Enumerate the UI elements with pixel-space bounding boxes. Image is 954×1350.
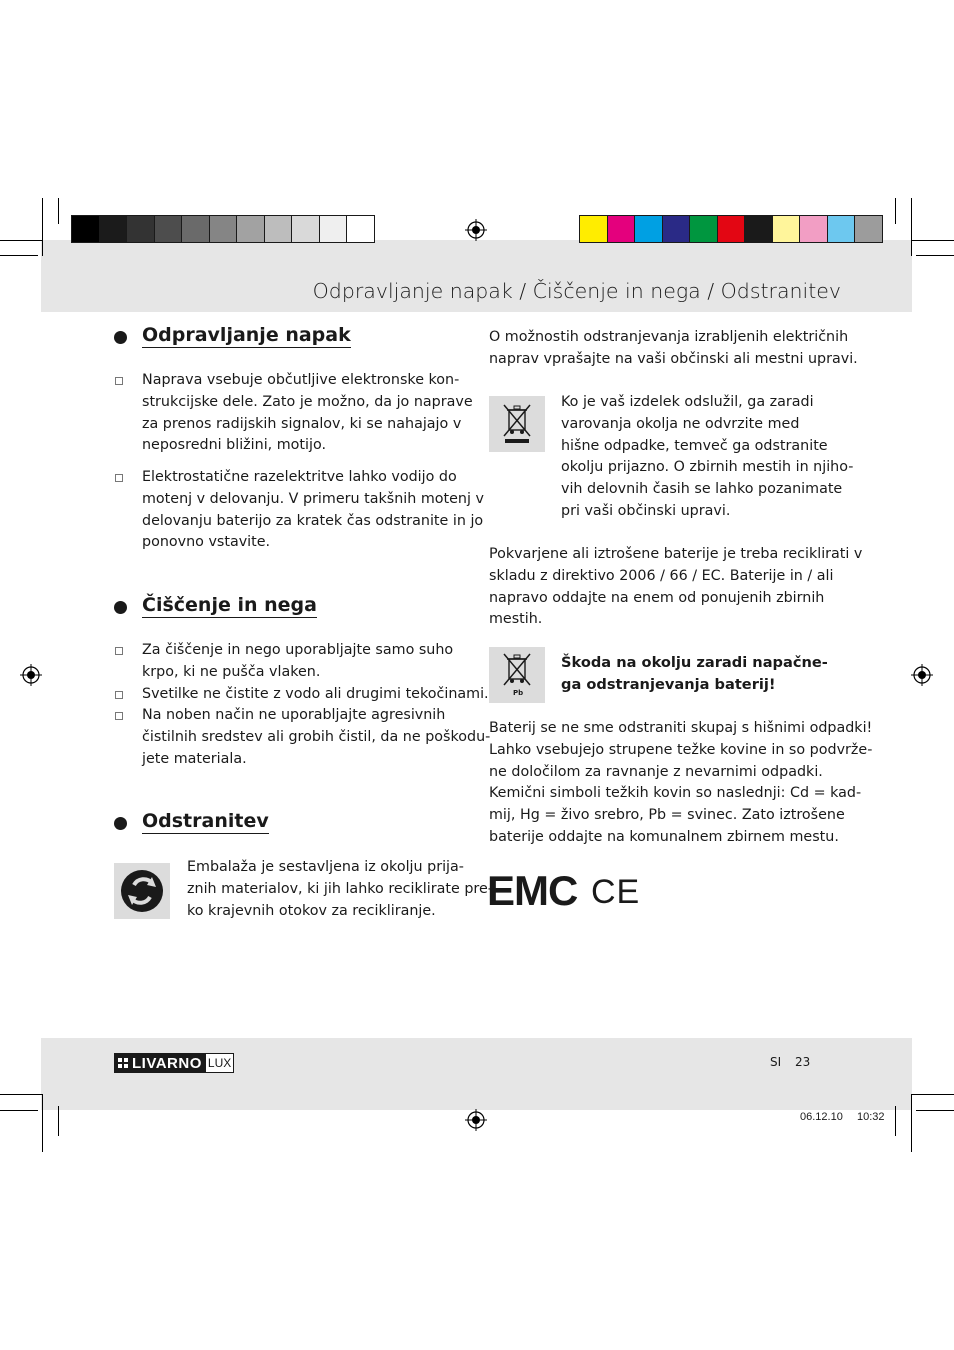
checkbox-bullet <box>115 691 123 699</box>
footer-band <box>41 1038 912 1110</box>
ce-mark: CE <box>591 873 641 911</box>
brand-name: LIVARNO <box>132 1054 202 1072</box>
disposal-info-text: O možnostih odstranjevanja izrabljenih električnih naprav vprašajte na vaši občinski ali mestni upravi. <box>489 329 858 367</box>
color-swatch <box>772 215 801 243</box>
color-swatch <box>689 215 718 243</box>
heavy-metals-text: Baterij se ne sme odstraniti skupaj s hišnimi odpadki! Lahko vsebujejo strupene težke kovine in so podvrže- ne določilom za ravnanje z nevarnimi odpadki. Kemični simboli težkih kovin so naslednji: Cd = kad- mij, Hg = živo srebro, Pb = svinec. Zato iztrošene baterije oddajte na komunalnem zbirnem mestu. <box>489 720 873 845</box>
color-swatch <box>71 215 100 243</box>
section-title-disposal: Odstranitev <box>142 810 269 832</box>
battery-recycling-text: Pokvarjene ali iztrošene baterije je treba reciklirati v skladu z direktivo 2006 / 66 / EC. Baterije in / ali napravo oddajte na enem od ponujenih zbirnih mestih. <box>489 546 863 628</box>
cleaning-item-1: Za čiščenje in nego uporabljajte samo suho krpo, ki ne pušča vlaken. <box>142 642 454 680</box>
color-swatch <box>854 215 883 243</box>
brand-suffix: LUX <box>205 1053 234 1073</box>
pb-label: Pb <box>513 689 524 697</box>
color-swatch <box>319 215 348 243</box>
color-swatch <box>154 215 183 243</box>
color-swatch <box>181 215 210 243</box>
color-swatch <box>717 215 746 243</box>
section-bullet <box>114 817 127 830</box>
battery-bin-pb-icon <box>489 647 545 703</box>
cleaning-item-2: Svetilke ne čistite z vodo ali drugimi tekočinami. <box>142 686 489 702</box>
checkbox-bullet <box>115 712 123 720</box>
color-swatch <box>662 215 691 243</box>
color-swatch <box>634 215 663 243</box>
section-bullet <box>114 601 127 614</box>
color-swatch <box>209 215 238 243</box>
color-swatch <box>264 215 293 243</box>
color-swatch <box>827 215 856 243</box>
weee-text: Ko je vaš izdelek odslužil, ga zaradi varovanja okolja ne odvrzite med hišne odpadke, temveč ga odstranite okolju prijazno. O zbirnih mestih in njiho- vih delovnih časih se lahko pozanimate pri vaši občinski upravi. <box>561 394 854 519</box>
print-time: 10:32 <box>857 1111 885 1123</box>
registration-mark-icon <box>911 664 933 686</box>
section-title-cleaning: Čiščenje in nega <box>142 594 317 616</box>
color-swatch <box>346 215 375 243</box>
color-swatch <box>99 215 128 243</box>
color-swatch <box>126 215 155 243</box>
troubleshooting-item-2: Elektrostatične razelektritve lahko vodijo do motenj v delovanju. V primeru takšnih motenj v delovanju baterijo za kratek čas odstranite in jo ponovno vstavite. <box>142 469 484 551</box>
page-number: 23 <box>795 1055 811 1069</box>
section-title-troubleshooting: Odpravljanje napak <box>142 324 351 346</box>
color-swatch <box>579 215 608 243</box>
checkbox-bullet <box>115 377 123 385</box>
color-swatch <box>236 215 265 243</box>
color-swatch <box>799 215 828 243</box>
recycling-icon <box>114 863 170 919</box>
color-swatch <box>291 215 320 243</box>
registration-mark-icon <box>20 664 42 686</box>
registration-mark-icon <box>465 219 487 241</box>
checkbox-bullet <box>115 647 123 655</box>
battery-warning: Škoda na okolju zaradi napačne- ga odstranjevanja baterij! <box>561 654 828 693</box>
print-date: 06.12.10 <box>800 1111 843 1123</box>
cleaning-item-3: Na noben način ne uporabljajte agresivnih čistilnih sredstev ali grobih čistil, da ne poškodu- jete materiala. <box>142 707 491 767</box>
color-swatch <box>607 215 636 243</box>
language-code: SI <box>770 1055 782 1069</box>
brand-logo <box>114 1053 234 1073</box>
section-bullet <box>114 331 127 344</box>
weee-crossed-bin-icon <box>489 396 545 452</box>
page-title: Odpravljanje napak / Čiščenje in nega / Odstranitev <box>312 279 841 303</box>
checkbox-bullet <box>115 474 123 482</box>
emc-mark: EMC <box>487 867 578 914</box>
brand-logo-mark <box>114 1053 205 1073</box>
troubleshooting-item-1: Naprava vsebuje občutljive elektronske kon- strukcijske dele. Zato je možno, da jo naprave za prenos radijskih signalov, ki se nahajajo v neposredni bližini, motijo. <box>142 372 473 454</box>
registration-mark-icon <box>465 1109 487 1131</box>
color-swatch <box>744 215 773 243</box>
packaging-text: Embalaža je sestavljena iz okolju prija- znih materialov, ki jih lahko reciklirate pre- ko krajevnih otokov za recikliranje. <box>187 859 493 919</box>
